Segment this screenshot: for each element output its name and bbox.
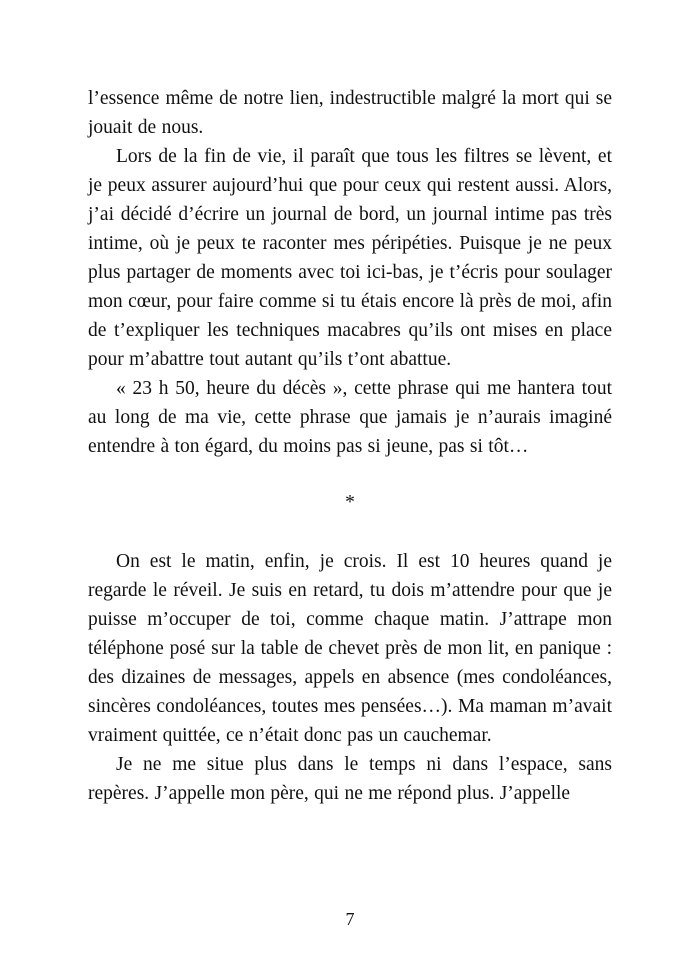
page-number: 7 (345, 909, 355, 929)
book-page (88, 84, 612, 808)
section-separator: * (345, 492, 355, 513)
paragraph: « 23 h 50, heure du décès », cette phrase qui me hantera tout au long de ma vie, cette phrase que jamais je n’aurais imaginé entendre à ton égard, du moins pas si jeune, pas si tôt… (88, 378, 612, 457)
paragraph: Je ne me situe plus dans le temps ni dans l’espace, sans repères. J’appelle mon père, qui ne me répond plus. J’appelle (88, 754, 612, 804)
paragraph: On est le matin, enfin, je crois. Il est 10 heures quand je regarde le réveil. Je suis en retard, tu dois m’attendre pour que je puisse m’occuper de toi, comme chaque matin. J’attrape mon téléphone posé sur la table de chevet près de mon lit, en panique : des dizaines de messages, appels en absence (mes condoléances, sincères condoléances, toutes mes pensées…). Ma maman m’avait vraiment quittée, ce n’était donc pas un cauchemar. (88, 551, 612, 746)
paragraph-continuation: l’essence même de notre lien, indestructible malgré la mort qui se jouait de nous. (88, 88, 612, 138)
paragraph: Lors de la fin de vie, il paraît que tous les filtres se lèvent, et je peux assurer aujourd’hui que pour ceux qui restent aussi. Alors, j’ai décidé d’écrire un journal de bord, un journal intime pas très intime, où je peux te raconter mes péripéties. Puisque je ne peux plus partager de moments avec toi ici-bas, je t’écris pour soulager mon cœur, pour faire comme si tu étais encore là près de moi, afin de t’expliquer les techniques macabres qu’ils ont mises en place pour m’abattre tout autant qu’ils t’ont abattue. (88, 146, 612, 370)
